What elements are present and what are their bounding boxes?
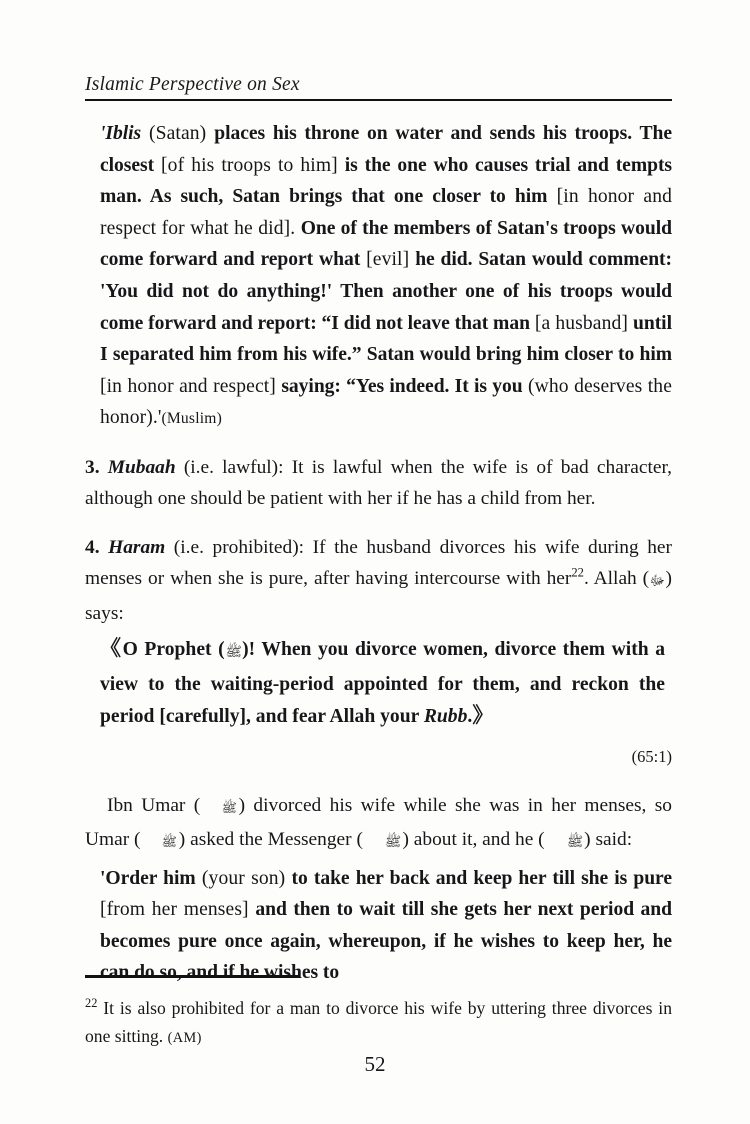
- hadith-quote-2-run-2: to take her back and keep her till she is pure: [291, 867, 672, 889]
- footnote-number: 22: [85, 996, 98, 1011]
- footnote-22: [85, 994, 672, 1052]
- verse-close-ornament: 》: [472, 703, 494, 728]
- hadith-quote-1-run-3: [of his troops to him]: [154, 154, 345, 176]
- hadith-quote-1-run-12: saying: “Yes indeed. It is you: [281, 375, 523, 397]
- hadith-quote-1-run-1: (Satan): [141, 123, 215, 144]
- hadith-quote-2: [100, 863, 672, 989]
- list-item-4-term: Haram: [108, 536, 166, 558]
- list-item-3-term: Mubaah: [107, 456, 176, 478]
- narration-text-2: ) divorced his wife while she was in her menses, so Umar (: [85, 794, 672, 851]
- footnote-body: It is also prohibited for a man to divorce his wife by uttering three divorces in one sitting.: [85, 998, 672, 1046]
- page-number: 52: [364, 1052, 386, 1076]
- hadith-quote-1-run-8: he did. Satan would comment: 'You did not do anything!' Then another one of his troops would come forward and report: “I did not leave that man: [100, 249, 672, 334]
- header-rule: [85, 99, 672, 101]
- honorific-glyph-umar: ﷺ: [162, 834, 178, 850]
- hadith-quote-1-run-5: [in honor and respect for what he did].: [100, 186, 672, 239]
- verse-term-rubb: Rubb: [423, 706, 468, 728]
- hadith-quote-1-run-9: [a husband]: [529, 312, 634, 334]
- running-head: [85, 74, 672, 101]
- verse-citation: (65:1): [631, 746, 672, 766]
- list-item-4-text-end: ) says:: [85, 568, 672, 624]
- honorific-glyph-prophet: ﷺ: [225, 645, 242, 660]
- list-item-3-text: It is lawful when the wife is of bad character, although one should be patient with her if he has a child from her.: [85, 456, 672, 510]
- footnote-separator: [85, 975, 300, 978]
- quran-verse: [100, 633, 665, 732]
- footnote-area: [85, 975, 672, 1052]
- list-item-4-number: 4.: [85, 536, 100, 558]
- hadith-quote-1: [100, 118, 672, 435]
- hadith-quote-2-run-4: and then to wait till she gets her next period and becomes pure once again, whereupon, if he wishes to keep her, he can do so, and if he wishes to: [100, 899, 672, 984]
- verse-open-ornament: 《: [100, 636, 123, 661]
- hadith-quote-1-body: [100, 123, 672, 428]
- hadith-quote-1-run-6: One of the members of Satan's troops would come forward and report what: [100, 217, 672, 271]
- footnote-reference-22: 22: [571, 565, 584, 580]
- verse-text-3: .: [467, 706, 473, 728]
- list-item-3-gloss: (i.e. lawful):: [175, 456, 292, 478]
- narration-text-1: Ibn Umar (: [107, 794, 201, 816]
- narration-text-5: ) said:: [584, 829, 633, 851]
- honorific-glyph-allah: ﷻ: [649, 574, 665, 589]
- text-column: [85, 118, 672, 989]
- list-item-4-text-continued: . Allah (: [583, 568, 650, 590]
- hadith-quote-1-run-2: places his throne on water and sends his troops. The closest: [100, 123, 672, 176]
- verse-text-1: O Prophet (: [122, 639, 225, 661]
- list-item-3-number: 3.: [85, 456, 100, 478]
- hadith-quote-1-source: (Muslim): [161, 410, 222, 428]
- hadith-quote-2-body: [100, 868, 672, 984]
- hadith-quote-1-run-0: 'Iblis: [100, 123, 142, 144]
- honorific-glyph-ibn-umar: ﷺ: [222, 800, 238, 816]
- hadith-quote-2-run-1: (your son): [195, 867, 292, 889]
- list-item-4: [85, 532, 672, 630]
- hadith-quote-2-run-3: [from her menses]: [100, 899, 256, 921]
- honorific-glyph-messenger: ﷺ: [384, 834, 402, 850]
- hadith-quote-1-run-4: is the one who causes trial and tempts man. As such, Satan brings that one closer to him: [100, 154, 672, 208]
- hadith-quote-1-run-10: until I separated him from his wife.” Satan would bring him closer to him: [100, 312, 672, 366]
- hadith-quote-2-run-0: 'Order him: [100, 867, 196, 889]
- hadith-quote-1-run-7: [evil]: [360, 249, 416, 271]
- list-item-3: [85, 452, 672, 515]
- narration-text-3: ) asked the Messenger (: [178, 829, 363, 851]
- honorific-glyph-messenger-2: ﷺ: [566, 834, 583, 850]
- hadith-quote-1-run-13: (who deserves the honor).': [100, 375, 672, 429]
- hadith-quote-1-run-11: [in honor and respect]: [100, 375, 282, 397]
- running-head-title: Islamic Perspective on Sex: [85, 74, 300, 95]
- footnote-attribution: (AM): [167, 1030, 202, 1046]
- list-item-4-gloss: (i.e. prohibited):: [165, 536, 313, 558]
- narration-text-4: ) about it, and he (: [402, 829, 545, 851]
- verse-text-2: )! When you divorce women, divorce them with a view to the waiting-period appointed for them, and reckon the period [carefully], and fear Allah your: [100, 639, 665, 728]
- list-item-4-text: If the husband divorces his wife during her menses or when she is pure, after having intercourse with her: [85, 536, 672, 590]
- narration-paragraph: [85, 790, 672, 859]
